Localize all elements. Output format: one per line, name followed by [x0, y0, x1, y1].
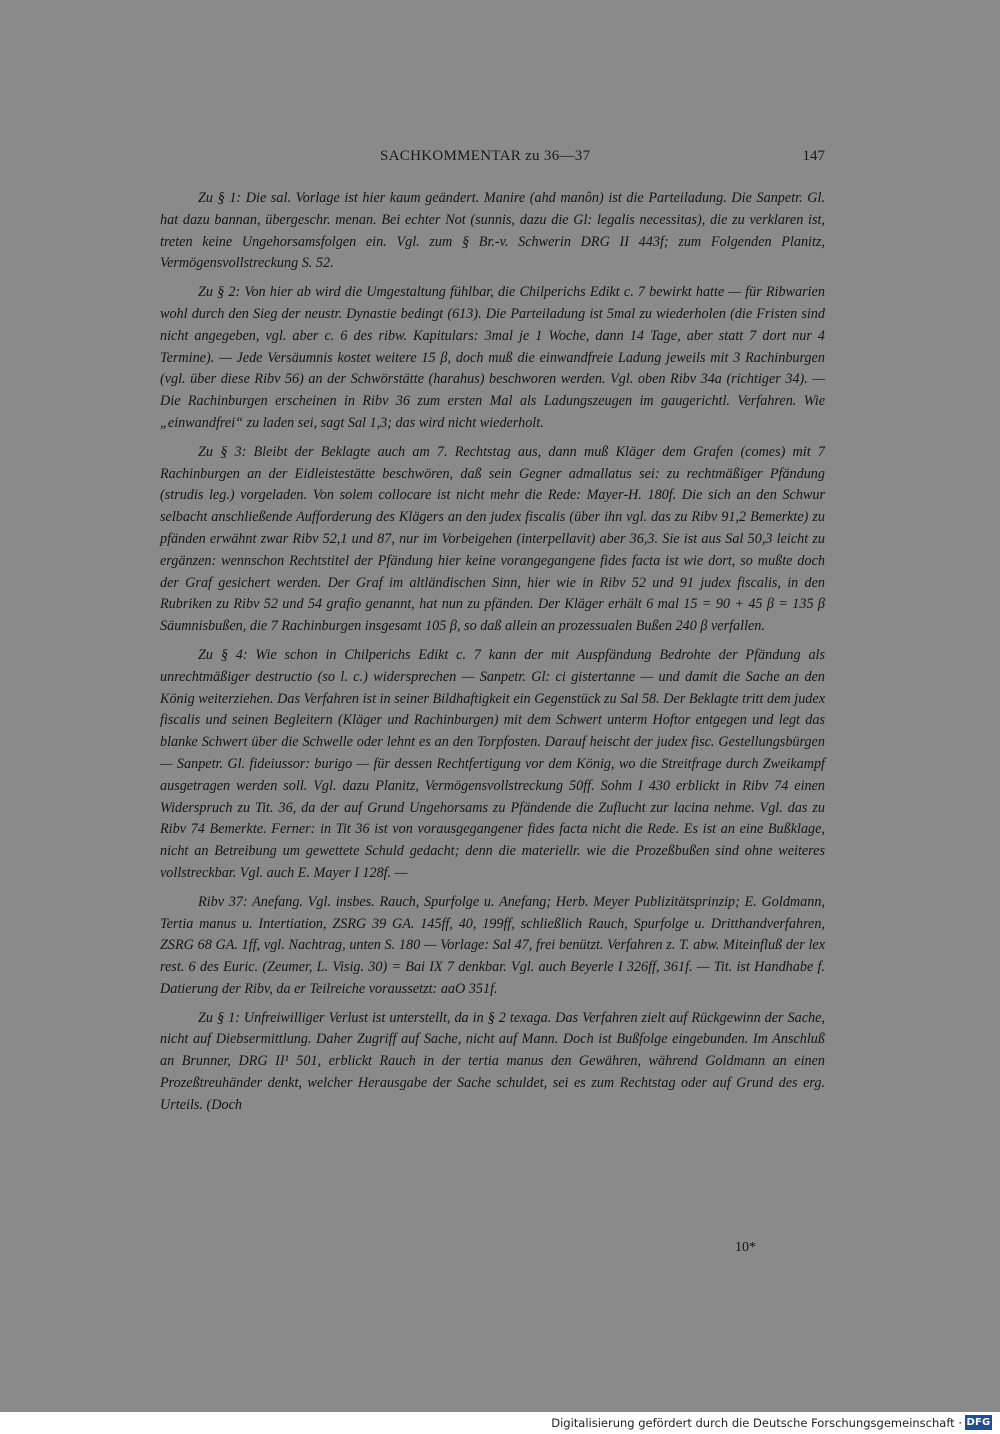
- funding-notice: Digitalisierung gefördert durch die Deutsche Forschungsgemeinschaft ·: [551, 1416, 962, 1430]
- paragraph: Zu § 1: Die sal. Vorlage ist hier kaum geändert. Manire (ahd manôn) ist die Parteiladung. Die Sanpetr. Gl. hat dazu bannan, übergeschr. menan. Bei echter Not (sunnis, dazu die Gl: legalis necessitas), die zu verklaren ist, treten keine Ungehorsamsfolgen ein. Vgl. zum § Br.-v. Schwerin DRG II 443f; zum Folgenden Planitz, Vermögensvollstreckung S. 52.: [160, 190, 825, 272]
- running-title: SACHKOMMENTAR zu 36—37: [380, 148, 591, 164]
- paragraph: Zu § 4: Wie schon in Chilperichs Edikt c. 7 kann der mit Auspfändung Bedrohte der Pfändung als unrechtmäßiger destructio (so l. c.) widersprechen — Sanpetr. Gl: ci gistertanne — und damit die Sache an den König weiterziehen. Das Verfahren ist in seiner Bildhaftigkeit ein Gegenstück zu Sal 58. Der Beklagte tritt dem judex fiscalis und seinen Begleitern (Kläger und Rachinburgen) mit dem Schwert unterm Hoftor entgegen und legt das blanke Schwert über die Schwelle oder lehnt es an den Torpfosten. Darauf heischt der judex fisc. Gestellungsbürgen — Sanpetr. Gl. fideiussor: burigo — für dessen Rechtfertigung vor dem König, wo die Streitfrage durch Zweikampf ausgetragen werden soll. Vgl. dazu Planitz, Vermögensvollstreckung 50ff. Sohm I 430 erblickt in Ribv 74 einen Widerspruch zu Tit. 36, da der auf Grund Ungehorsams zu Pfändende die Zuflucht zur lacina nehme. Vgl. das zu Ribv 74 Bemerkte. Ferner: in Tit 36 ist von vorausgegangener fides facta nicht die Rede. Es ist an eine Bußklage, nicht an Betreibung um gewettete Schuld gedacht; denn die materiellr. wie die Prozeßbußen sind ohne weiteres vollstreckbar. Vgl. auch E. Mayer I 128f. —: [160, 646, 825, 881]
- printer-signature-mark: 10*: [735, 1240, 756, 1255]
- body-text: [160, 188, 825, 1124]
- paragraph: Ribv 37: Anefang. Vgl. insbes. Rauch, Spurfolge u. Anefang; Herb. Meyer Publizitätsprinzip; E. Goldmann, Tertia manus u. Intertiation, ZSRG 39 GA. 145ff, 40, 199ff, schließlich Rauch, Spurfolge u. Dritthandverfahren, ZSRG 68 GA. 1ff, vgl. Nachtrag, unten S. 180 — Vorlage: Sal 47, frei benützt. Verfahren z. T. abw. Miteinfluß der lex rest. 6 des Euric. (Zeumer, L. Visig. 30) = Bai IX 7 denkbar. Vgl. auch Beyerle I 326ff, 361f. — Tit. ist Handhabe f. Datierung der Ribv, da er Teilreiche voraussetzt: aaO 351f.: [160, 893, 825, 997]
- paragraph: Zu § 3: Bleibt der Beklagte auch am 7. Rechtstag aus, dann muß Kläger dem Grafen (comes) mit 7 Rachinburgen an der Eidleistestätte beschwören, daß sein Gegner admallatus sei: zu rechtmäßiger Pfändung (strudis leg.) vorgeladen. Von solem collocare ist nicht mehr die Rede: Mayer-H. 180f. Die sich an den Schwur selbacht anschließende Aufforderung des Klägers an den judex fiscalis (über ihn vgl. das zu Ribv 91,2 Bemerkte) zu pfänden erwähnt zwar Ribv 52,1 und 87, nur im Vorbeigehen (interpellavit) aber 36,3. Sie ist aus Sal 50,3 leicht zu ergänzen: wennschon Rechtstitel der Pfändung hier keine vorangegangene fides facta ist wie dort, so mußte doch der Graf gesichert werden. Der Graf im altländischen Sinn, hier wie in Ribv 52 und 91 judex fiscalis, in den Rubriken zu Ribv 52 und 54 grafio genannt, hat nun zu pfänden. Der Kläger erhält 6 mal 15 = 90 + 45 β = 135 β Säumnisbußen, die 7 Rachinburgen insgesamt 105 β, so daß allein an prozessualen Bußen 240 β verfallen.: [160, 443, 825, 635]
- page-number: 147: [802, 148, 825, 164]
- paragraph: Zu § 2: Von hier ab wird die Umgestaltung fühlbar, die Chilperichs Edikt c. 7 bewirkt hatte — für Ribwarien wohl durch den Sieg der neustr. Dynastie bedingt (613). Die Parteiladung ist 5mal zu wiederholen (die Fristen sind nicht angegeben, vgl. aber c. 6 des ribw. Kapitulars: 3mal je 1 Woche, dann 14 Tage, aber statt 7 dort nur 4 Termine). — Jede Versäumnis kostet weitere 15 β, doch muß die einwandfreie Ladung jeweils mit 3 Rachinburgen (vgl. über diese Ribv 56) an der Schwörstätte (harahus) beschworen werden. Vgl. oben Ribv 34a (richtiger 34). — Die Rachinburgen erscheinen in Ribv 36 zum ersten Mal als Ladungszeugen im gaugerichtl. Verfahren. Wie „einwandfrei“ zu laden sei, sagt Sal 1,3; das wird nicht wiederholt.: [160, 284, 825, 431]
- footer-bar: [0, 1412, 1000, 1434]
- dfg-logo-icon: DFG: [966, 1417, 991, 1428]
- paragraph: Zu § 1: Unfreiwilliger Verlust ist unterstellt, da in § 2 texaga. Das Verfahren zielt auf Rückgewinn der Sache, nicht auf Diebsermittlung. Daher Zugriff auf Sache, nicht auf Mann. Doch ist Bußfolge eingebunden. Im Anschluß an Brunner, DRG II¹ 501, erblickt Rauch in der tertia manus den Gewähren, während Goldmann an einen Prozeßtreuhänder denkt, welcher Herausgabe der Sache schuldet, sei es zum Rechtstag oder auf Grund des erg. Urteils. (Doch: [160, 1009, 825, 1113]
